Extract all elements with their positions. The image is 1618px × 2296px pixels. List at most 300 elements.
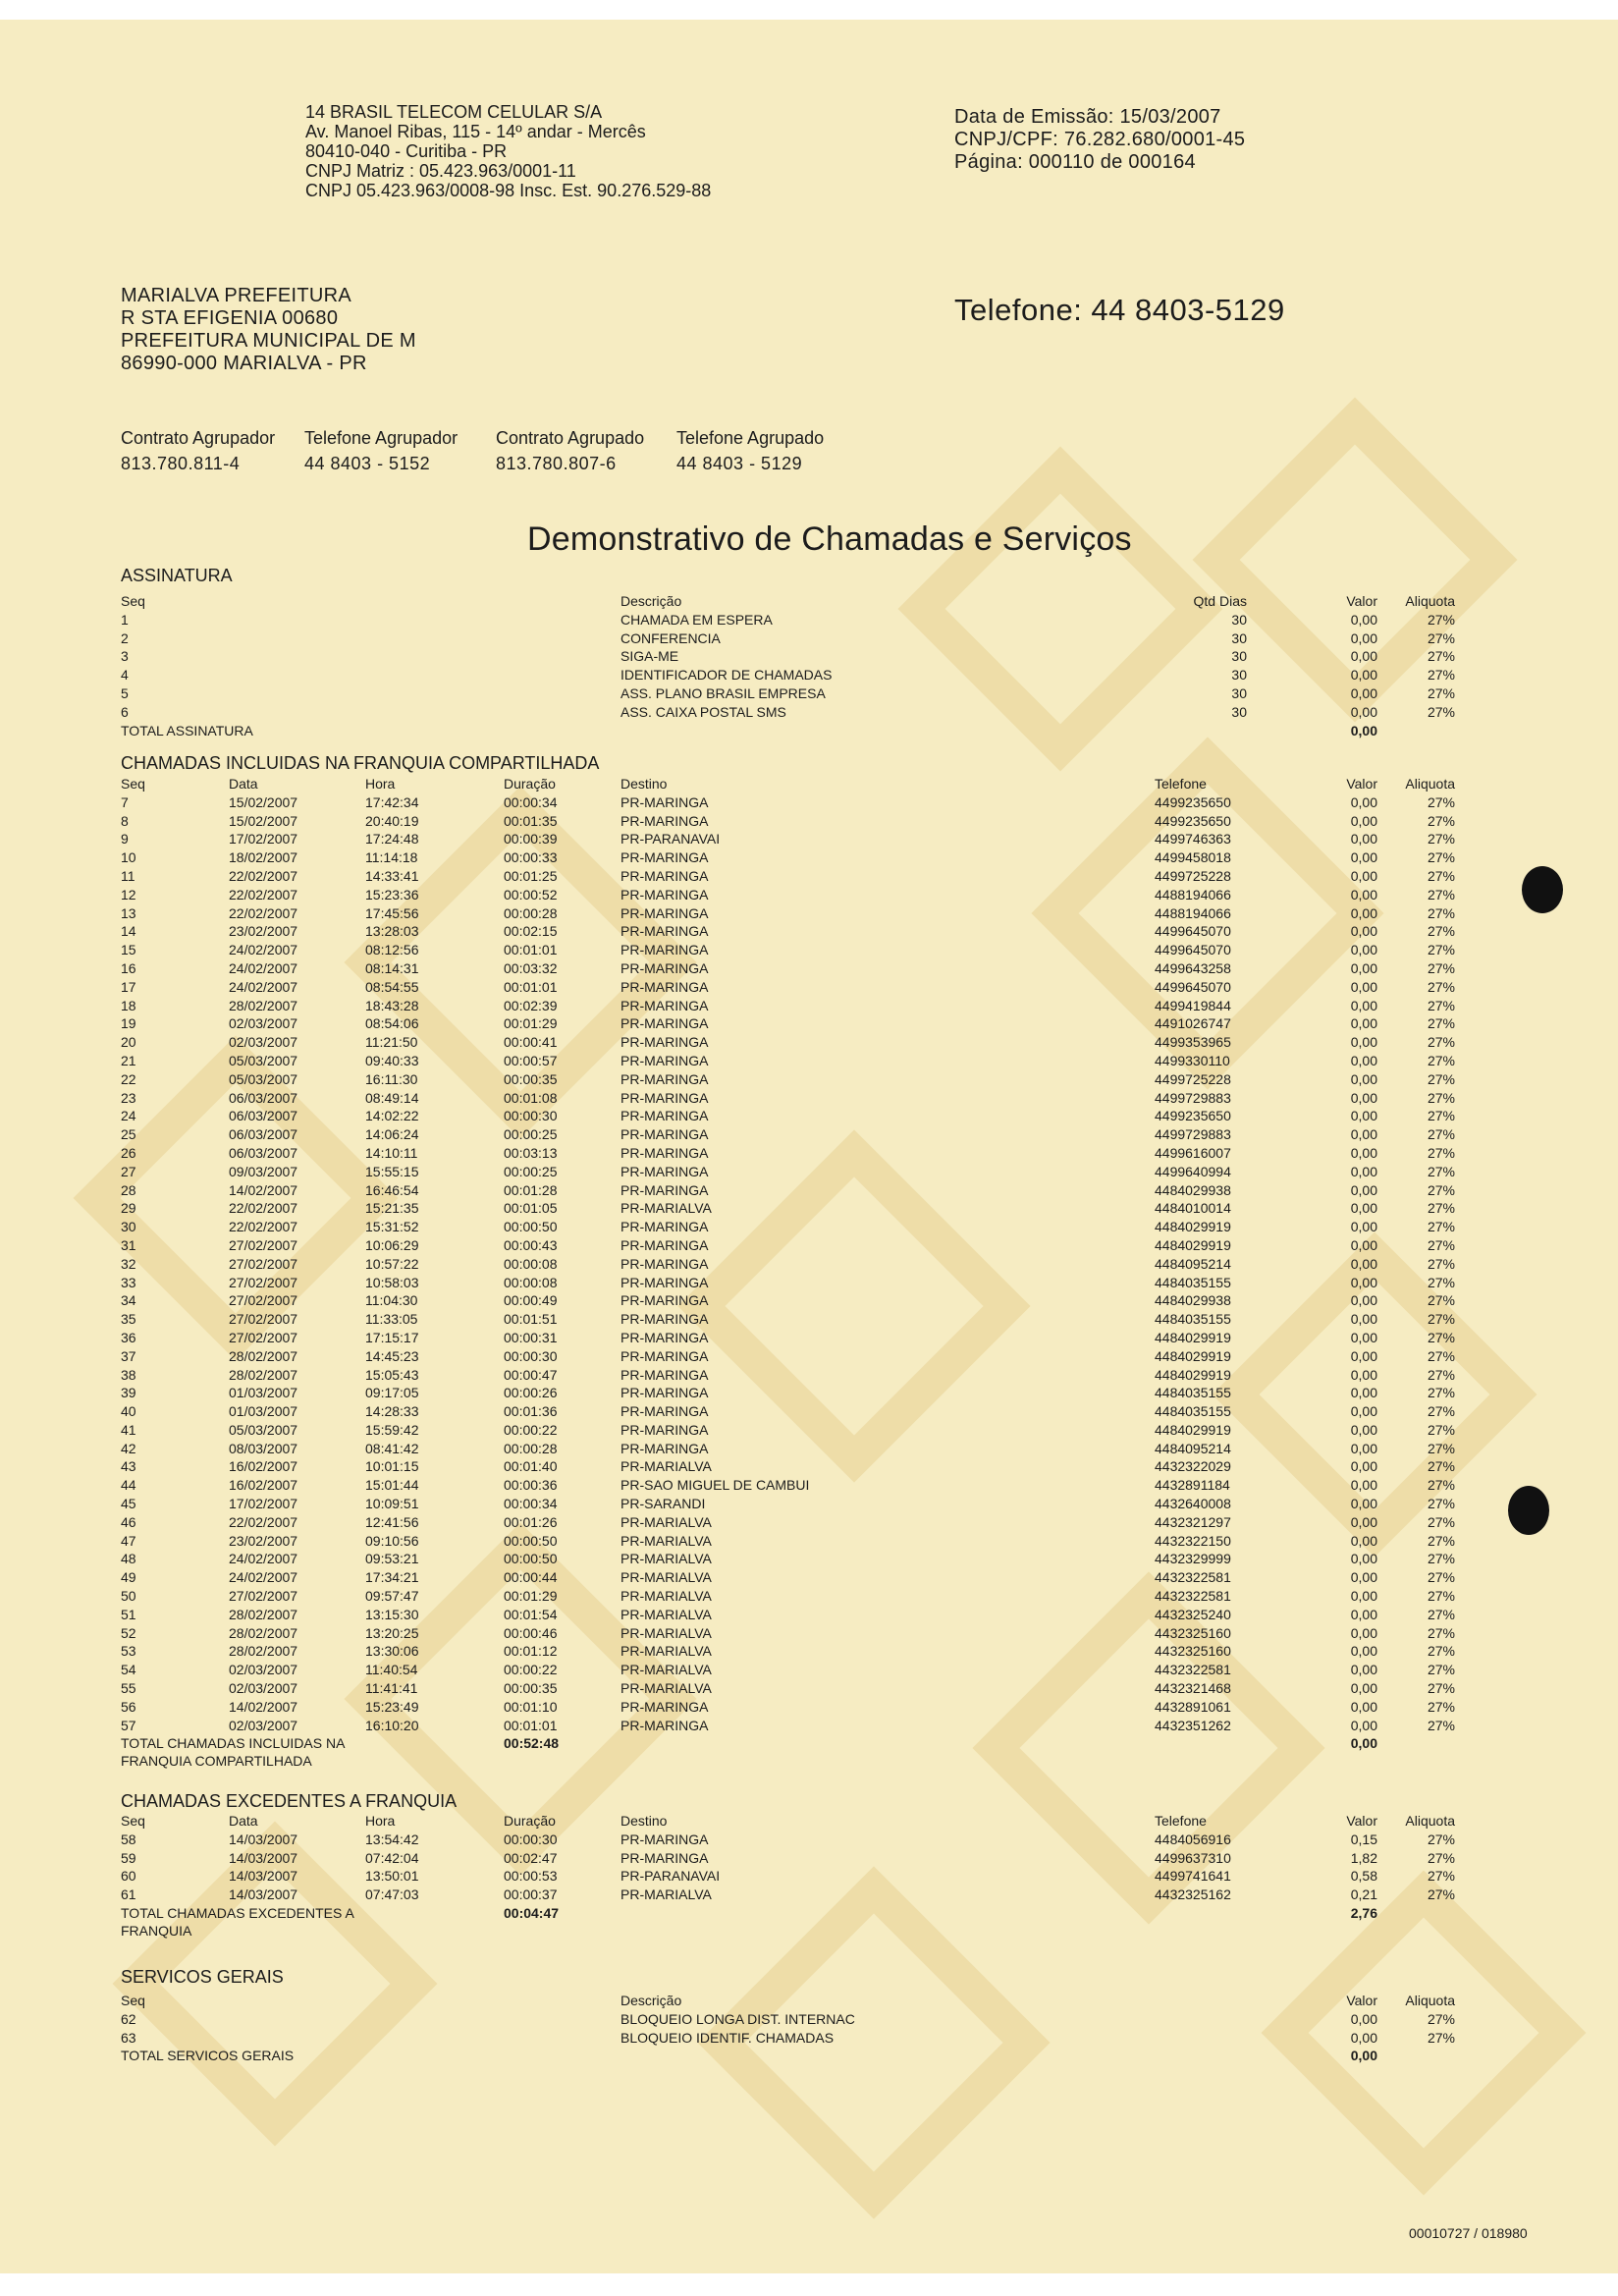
col-aliq-header: Aliquota	[1405, 593, 1455, 609]
cell-duration: 00:00:39	[504, 831, 558, 847]
cell-valor: 0,00	[1350, 1163, 1377, 1179]
grouping-label: Contrato Agrupador	[121, 428, 276, 448]
cell-data: 02/03/2007	[229, 1015, 298, 1032]
cell-seq: 59	[121, 1849, 136, 1866]
cell-qtd: 30	[1231, 684, 1247, 701]
table-row	[0, 904, 1618, 923]
cell-valor: 0,00	[1350, 1440, 1377, 1456]
cell-telefone: 4499235650	[1155, 812, 1231, 829]
punch-hole	[1508, 1486, 1549, 1535]
cell-aliquota: 27%	[1427, 1569, 1455, 1586]
cell-aliquota: 27%	[1427, 1163, 1455, 1179]
cell-telefone: 4499725228	[1155, 1070, 1231, 1087]
cell-duration: 00:01:26	[504, 1513, 558, 1530]
cell-destino: PR-MARINGA	[620, 1052, 709, 1068]
cell-valor: 0,00	[1350, 648, 1377, 665]
cell-seq: 12	[121, 886, 136, 902]
cell-destino: PR-MARINGA	[620, 1831, 709, 1847]
section-title-franquia: CHAMADAS INCLUIDAS NA FRANQUIA COMPARTILHADA	[121, 753, 600, 773]
total-valor: 2,76	[1350, 1904, 1377, 1921]
cell-hora: 17:45:56	[365, 904, 419, 921]
col-dest-header: Destino	[620, 1813, 668, 1829]
cell-aliquota: 27%	[1427, 1311, 1455, 1328]
cell-aliquota: 27%	[1427, 1255, 1455, 1272]
cell-valor: 0,00	[1350, 942, 1377, 958]
cell-valor: 0,00	[1350, 1311, 1377, 1328]
cell-data: 06/03/2007	[229, 1144, 298, 1161]
cell-valor: 0,00	[1350, 1458, 1377, 1475]
cell-telefone: 4432325160	[1155, 1624, 1231, 1641]
col-dest-header: Destino	[620, 776, 668, 792]
table-row	[0, 941, 1618, 959]
cell-seq: 1	[121, 611, 129, 628]
cell-data: 14/02/2007	[229, 1181, 298, 1198]
cell-hora: 08:54:55	[365, 978, 419, 995]
cell-telefone: 4432891061	[1155, 1698, 1231, 1715]
table-body	[0, 611, 1618, 722]
cell-hora: 08:14:31	[365, 959, 419, 976]
cell-destino: PR-MARINGA	[620, 1347, 709, 1364]
table-row	[0, 1181, 1618, 1200]
table-total	[0, 722, 1618, 740]
cell-data: 14/03/2007	[229, 1849, 298, 1866]
table-row	[0, 1849, 1618, 1868]
cell-telefone: 4499725228	[1155, 867, 1231, 884]
cell-duration: 00:00:46	[504, 1624, 558, 1641]
cell-aliquota: 27%	[1427, 978, 1455, 995]
cell-data: 05/03/2007	[229, 1421, 298, 1438]
cell-data: 02/03/2007	[229, 1717, 298, 1733]
cell-valor: 0,00	[1350, 2029, 1377, 2046]
cell-aliquota: 27%	[1427, 1551, 1455, 1567]
cell-destino: PR-MARINGA	[620, 1403, 709, 1420]
issuer-line: CNPJ 05.423.963/0008-98 Insc. Est. 90.276.529-88	[305, 181, 712, 200]
col-valor-header: Valor	[1346, 1813, 1377, 1829]
cell-duration: 00:00:36	[504, 1477, 558, 1494]
cell-seq: 33	[121, 1274, 136, 1290]
total-duration: 00:04:47	[504, 1904, 560, 1921]
cell-data: 05/03/2007	[229, 1052, 298, 1068]
cell-duration: 00:00:25	[504, 1126, 558, 1143]
cell-aliquota: 27%	[1427, 1070, 1455, 1087]
invoice-sheet	[0, 20, 1618, 2273]
table-row	[0, 1698, 1618, 1717]
cell-seq: 14	[121, 923, 136, 940]
cell-telefone: 4499729883	[1155, 1089, 1231, 1106]
cell-seq: 2	[121, 629, 129, 646]
cell-duration: 00:00:22	[504, 1421, 558, 1438]
cell-telefone: 4432321297	[1155, 1513, 1231, 1530]
cell-destino: PR-MARINGA	[620, 1274, 709, 1290]
col-data-header: Data	[229, 776, 258, 792]
grouping-value: 44 8403 - 5129	[676, 454, 803, 473]
cell-destino: PR-SARANDI	[620, 1496, 706, 1512]
cell-seq: 13	[121, 904, 136, 921]
col-tel-header: Telefone	[1155, 1813, 1207, 1829]
table-row	[0, 830, 1618, 848]
cell-data: 28/02/2007	[229, 1643, 298, 1660]
cell-destino: PR-MARIALVA	[620, 1458, 712, 1475]
cell-qtd: 30	[1231, 648, 1247, 665]
table-row	[0, 1550, 1618, 1568]
cell-aliq: 27%	[1427, 667, 1455, 683]
cell-aliquota: 27%	[1427, 959, 1455, 976]
cell-duration: 00:00:22	[504, 1662, 558, 1678]
cell-hora: 09:57:47	[365, 1588, 419, 1605]
cell-duration: 00:01:10	[504, 1698, 558, 1715]
cell-duration: 00:03:13	[504, 1144, 558, 1161]
cell-telefone: 4484035155	[1155, 1403, 1231, 1420]
cell-aliq: 27%	[1427, 2010, 1455, 2027]
cell-seq: 20	[121, 1034, 136, 1051]
cell-seq: 62	[121, 2010, 136, 2027]
cell-valor: 0,00	[1350, 1329, 1377, 1345]
cell-hora: 16:11:30	[365, 1070, 418, 1087]
cell-telefone: 4484056916	[1155, 1831, 1231, 1847]
table-total	[0, 1734, 1618, 1772]
cell-data: 17/02/2007	[229, 1496, 298, 1512]
cell-hora: 09:53:21	[365, 1551, 419, 1567]
cell-seq: 22	[121, 1070, 136, 1087]
table-row	[0, 1144, 1618, 1163]
cell-duration: 00:00:53	[504, 1868, 558, 1885]
cell-aliquota: 27%	[1427, 1831, 1455, 1847]
cell-telefone: 4484029919	[1155, 1329, 1231, 1345]
table-header	[0, 1992, 1618, 2010]
cell-seq: 52	[121, 1624, 136, 1641]
cell-aliquota: 27%	[1427, 1532, 1455, 1549]
cell-telefone: 4432325162	[1155, 1886, 1231, 1903]
cell-data: 08/03/2007	[229, 1440, 298, 1456]
table-row	[0, 1125, 1618, 1144]
cell-hora: 15:59:42	[365, 1421, 419, 1438]
cell-duration: 00:01:35	[504, 812, 558, 829]
cell-duration: 00:00:28	[504, 1440, 558, 1456]
cell-valor: 0,00	[1350, 1219, 1377, 1235]
cell-telefone: 4499729883	[1155, 1126, 1231, 1143]
cell-aliquota: 27%	[1427, 831, 1455, 847]
cell-hora: 08:49:14	[365, 1089, 419, 1106]
cell-hora: 13:30:06	[365, 1643, 419, 1660]
cell-valor: 0,00	[1350, 1070, 1377, 1087]
col-desc-header: Descrição	[620, 1993, 682, 2008]
table-row	[0, 647, 1618, 666]
cell-valor: 0,00	[1350, 1200, 1377, 1217]
section-title-servicos: SERVICOS GERAIS	[121, 1967, 284, 1987]
cell-hora: 14:28:33	[365, 1403, 419, 1420]
cell-destino: PR-MARINGA	[620, 1255, 709, 1272]
cell-hora: 20:40:19	[365, 812, 419, 829]
cell-seq: 18	[121, 997, 136, 1013]
cell-hora: 09:10:56	[365, 1532, 419, 1549]
cell-destino: PR-MARIALVA	[620, 1200, 712, 1217]
cell-seq: 57	[121, 1717, 136, 1733]
cell-seq: 15	[121, 942, 136, 958]
cell-seq: 49	[121, 1569, 136, 1586]
cell-aliquota: 27%	[1427, 1440, 1455, 1456]
cell-aliquota: 27%	[1427, 1606, 1455, 1622]
cell-seq: 54	[121, 1662, 136, 1678]
section-title-assinatura: ASSINATURA	[121, 566, 233, 585]
cell-valor: 0,00	[1350, 1052, 1377, 1068]
cell-valor: 0,15	[1350, 1831, 1377, 1847]
cell-qtd: 30	[1231, 629, 1247, 646]
cell-data: 14/03/2007	[229, 1831, 298, 1847]
cell-aliquota: 27%	[1427, 1144, 1455, 1161]
cell-telefone: 4499645070	[1155, 942, 1231, 958]
cell-duration: 00:00:57	[504, 1052, 558, 1068]
cell-duration: 00:00:35	[504, 1680, 558, 1697]
cell-seq: 53	[121, 1643, 136, 1660]
table-header	[0, 1812, 1618, 1831]
cell-data: 22/02/2007	[229, 1219, 298, 1235]
cell-telefone: 4499643258	[1155, 959, 1231, 976]
cell-aliquota: 27%	[1427, 1513, 1455, 1530]
table-body	[0, 793, 1618, 1735]
cell-destino: PR-MARIALVA	[620, 1643, 712, 1660]
cell-valor: 0,00	[1350, 923, 1377, 940]
cell-valor: 0,00	[1350, 793, 1377, 810]
cell-valor: 0,00	[1350, 904, 1377, 921]
cell-valor: 0,00	[1350, 611, 1377, 628]
table-row	[0, 1513, 1618, 1532]
cell-hora: 09:40:33	[365, 1052, 419, 1068]
cell-seq: 41	[121, 1421, 136, 1438]
cell-duration: 00:02:39	[504, 997, 558, 1013]
cell-telefone: 4432640008	[1155, 1496, 1231, 1512]
table-row	[0, 1218, 1618, 1236]
table-row	[0, 1402, 1618, 1421]
cell-data: 16/02/2007	[229, 1477, 298, 1494]
col-qtd-header: Qtd Dias	[1193, 593, 1247, 609]
cell-data: 14/03/2007	[229, 1886, 298, 1903]
col-data-header: Data	[229, 1813, 258, 1829]
cell-data: 27/02/2007	[229, 1329, 298, 1345]
grouping-value: 44 8403 - 5152	[304, 454, 431, 473]
excedentes-table	[0, 1812, 1618, 1941]
cell-hora: 14:06:24	[365, 1126, 419, 1143]
table-row	[0, 997, 1618, 1015]
page-title: Demonstrativo de Chamadas e Serviços	[527, 520, 1132, 558]
table-row	[0, 1033, 1618, 1052]
cell-data: 01/03/2007	[229, 1403, 298, 1420]
cell-telefone: 4484095214	[1155, 1255, 1231, 1272]
cell-aliquota: 27%	[1427, 1496, 1455, 1512]
cell-data: 16/02/2007	[229, 1458, 298, 1475]
cell-destino: PR-MARINGA	[620, 812, 709, 829]
cell-seq: 60	[121, 1868, 136, 1885]
cell-destino: PR-MARIALVA	[620, 1569, 712, 1586]
cell-seq: 37	[121, 1347, 136, 1364]
col-seq-header: Seq	[121, 593, 145, 609]
cell-aliquota: 27%	[1427, 886, 1455, 902]
cell-data: 28/02/2007	[229, 1366, 298, 1383]
cell-telefone: 4484095214	[1155, 1440, 1231, 1456]
cell-data: 15/02/2007	[229, 793, 298, 810]
customer-line: R STA EFIGENIA 00680	[121, 307, 339, 329]
cell-data: 14/03/2007	[229, 1868, 298, 1885]
cell-seq: 27	[121, 1163, 136, 1179]
cell-telefone: 4432322581	[1155, 1662, 1231, 1678]
cell-aliquota: 27%	[1427, 1015, 1455, 1032]
cell-aliquota: 27%	[1427, 1403, 1455, 1420]
cell-seq: 48	[121, 1551, 136, 1567]
cell-data: 17/02/2007	[229, 831, 298, 847]
cell-seq: 6	[121, 703, 129, 720]
cell-destino: PR-MARINGA	[620, 942, 709, 958]
table-row	[0, 1717, 1618, 1735]
cell-data: 22/02/2007	[229, 1200, 298, 1217]
cell-telefone: 4484029919	[1155, 1347, 1231, 1364]
cell-data: 09/03/2007	[229, 1163, 298, 1179]
cell-hora: 10:09:51	[365, 1496, 419, 1512]
cell-destino: PR-MARINGA	[620, 1219, 709, 1235]
cell-destino: PR-PARANAVAI	[620, 1868, 721, 1885]
cell-valor: 1,82	[1350, 1849, 1377, 1866]
cell-valor: 0,00	[1350, 1255, 1377, 1272]
cell-destino: PR-MARINGA	[620, 793, 709, 810]
cell-data: 27/02/2007	[229, 1274, 298, 1290]
cell-seq: 7	[121, 793, 129, 810]
cell-hora: 13:50:01	[365, 1868, 419, 1885]
cell-destino: PR-MARINGA	[620, 959, 709, 976]
cell-hora: 10:06:29	[365, 1236, 419, 1253]
table-row	[0, 1310, 1618, 1329]
cell-hora: 17:34:21	[365, 1569, 419, 1586]
cell-telefone: 4488194066	[1155, 904, 1231, 921]
cell-destino: PR-MARINGA	[620, 1717, 709, 1733]
cell-valor: 0,00	[1350, 667, 1377, 683]
cell-hora: 11:04:30	[365, 1292, 418, 1309]
cell-seq: 4	[121, 667, 129, 683]
table-row	[0, 1568, 1618, 1587]
cell-data: 24/02/2007	[229, 959, 298, 976]
table-row	[0, 1089, 1618, 1108]
cell-telefone: 4484035155	[1155, 1311, 1231, 1328]
cell-duration: 00:01:29	[504, 1588, 558, 1605]
cell-telefone: 4484029919	[1155, 1366, 1231, 1383]
cell-data: 06/03/2007	[229, 1126, 298, 1143]
cell-aliquota: 27%	[1427, 1089, 1455, 1106]
cell-seq: 28	[121, 1181, 136, 1198]
cell-destino: PR-MARINGA	[620, 1385, 709, 1401]
cell-aliq: 27%	[1427, 611, 1455, 628]
issuer-line: 14 BRASIL TELECOM CELULAR S/A	[305, 102, 603, 122]
col-dur-header: Duração	[504, 776, 556, 792]
cell-destino: PR-MARINGA	[620, 904, 709, 921]
table-row	[0, 1886, 1618, 1904]
cell-duration: 00:01:01	[504, 1717, 558, 1733]
cell-data: 24/02/2007	[229, 1569, 298, 1586]
cell-aliq: 27%	[1427, 703, 1455, 720]
table-row	[0, 793, 1618, 812]
table-row	[0, 1070, 1618, 1089]
cell-duration: 00:00:50	[504, 1219, 558, 1235]
cell-desc: IDENTIFICADOR DE CHAMADAS	[620, 667, 833, 683]
cell-data: 27/02/2007	[229, 1588, 298, 1605]
cell-aliquota: 27%	[1427, 1458, 1455, 1475]
cell-telefone: 4484010014	[1155, 1200, 1231, 1217]
cell-aliq: 27%	[1427, 648, 1455, 665]
cell-telefone: 4432322581	[1155, 1588, 1231, 1605]
issuer-line: CNPJ Matriz : 05.423.963/0001-11	[305, 161, 576, 181]
table-row	[0, 629, 1618, 648]
cell-qtd: 30	[1231, 611, 1247, 628]
cell-aliquota: 27%	[1427, 1717, 1455, 1733]
cell-seq: 39	[121, 1385, 136, 1401]
grouping-value: 813.780.807-6	[496, 454, 617, 473]
table-row	[0, 1606, 1618, 1624]
cell-destino: PR-MARINGA	[620, 1144, 709, 1161]
cell-seq: 44	[121, 1477, 136, 1494]
cell-destino: PR-MARIALVA	[620, 1606, 712, 1622]
cell-destino: PR-MARINGA	[620, 1849, 709, 1866]
cell-valor: 0,00	[1350, 1551, 1377, 1567]
cell-valor: 0,00	[1350, 812, 1377, 829]
cell-duration: 00:00:52	[504, 886, 558, 902]
cell-duration: 00:01:01	[504, 942, 558, 958]
cell-telefone: 4499353965	[1155, 1034, 1231, 1051]
col-dur-header: Duração	[504, 1813, 556, 1829]
cell-data: 28/02/2007	[229, 1347, 298, 1364]
cell-valor: 0,00	[1350, 2010, 1377, 2027]
cell-duration: 00:00:43	[504, 1236, 558, 1253]
col-valor-header: Valor	[1346, 776, 1377, 792]
table-row	[0, 848, 1618, 867]
col-aliq-header: Aliquota	[1405, 776, 1455, 792]
cell-telefone: 4484029919	[1155, 1219, 1231, 1235]
table-row	[0, 666, 1618, 684]
table-row	[0, 1384, 1618, 1402]
cell-seq: 17	[121, 978, 136, 995]
table-row	[0, 1831, 1618, 1849]
cell-aliquota: 27%	[1427, 812, 1455, 829]
cell-destino: PR-MARINGA	[620, 997, 709, 1013]
total-valor: 0,00	[1350, 722, 1377, 738]
cell-destino: PR-MARINGA	[620, 1034, 709, 1051]
table-total	[0, 1904, 1618, 1941]
cell-data: 01/03/2007	[229, 1385, 298, 1401]
cell-aliquota: 27%	[1427, 997, 1455, 1013]
cell-aliquota: 27%	[1427, 1108, 1455, 1124]
cell-duration: 00:00:31	[504, 1329, 558, 1345]
cell-hora: 15:23:49	[365, 1698, 419, 1715]
cell-aliquota: 27%	[1427, 1868, 1455, 1885]
table-row	[0, 1867, 1618, 1886]
cell-data: 22/02/2007	[229, 886, 298, 902]
cell-hora: 17:15:17	[365, 1329, 419, 1345]
cell-destino: PR-MARINGA	[620, 1108, 709, 1124]
cell-duration: 00:01:54	[504, 1606, 558, 1622]
cell-seq: 8	[121, 812, 129, 829]
cell-hora: 12:41:56	[365, 1513, 419, 1530]
cell-telefone: 4488194066	[1155, 886, 1231, 902]
table-row	[0, 1291, 1618, 1310]
cell-valor: 0,00	[1350, 1606, 1377, 1622]
cell-aliquota: 27%	[1427, 1849, 1455, 1866]
col-aliq-header: Aliquota	[1405, 1813, 1455, 1829]
cell-data: 27/02/2007	[229, 1255, 298, 1272]
cell-aliquota: 27%	[1427, 923, 1455, 940]
cell-telefone: 4499741641	[1155, 1868, 1231, 1885]
cell-duration: 00:00:08	[504, 1274, 558, 1290]
cell-desc: CHAMADA EM ESPERA	[620, 611, 773, 628]
cell-hora: 17:42:34	[365, 793, 419, 810]
cell-desc: ASS. CAIXA POSTAL SMS	[620, 703, 786, 720]
cell-valor: 0,00	[1350, 1698, 1377, 1715]
cell-destino: PR-MARINGA	[620, 1311, 709, 1328]
table-row	[0, 703, 1618, 722]
